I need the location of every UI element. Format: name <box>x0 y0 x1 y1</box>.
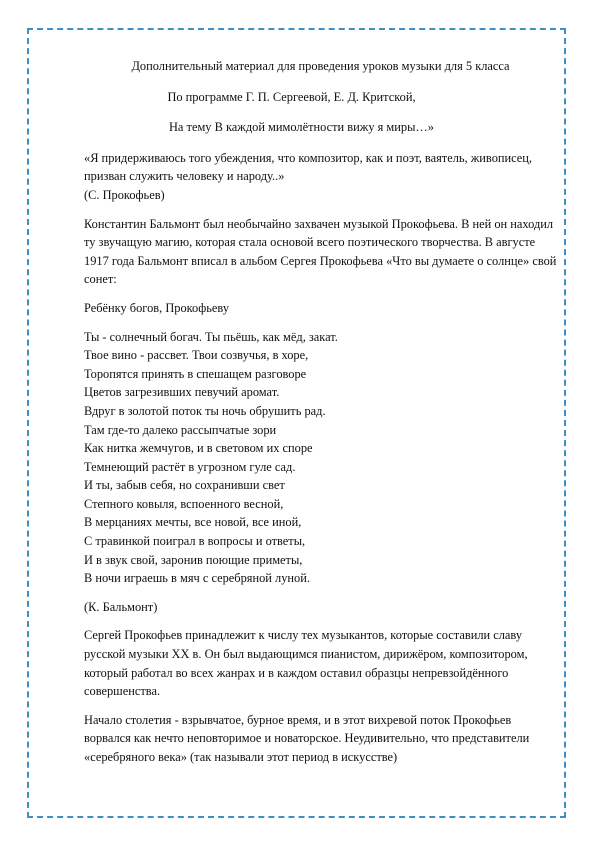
poem-line: Как нитка жемчугов, и в световом их споре <box>84 441 313 456</box>
poem <box>84 328 559 588</box>
paragraph-2: Сергей Прокофьев принадлежит к числу тех музыкантов, которые составили славу русской музыки XX в. Он был выдающимся пианистом, дирижёром, композитором, который работал во всех жанрах и в каждом оставил образцы непревзойдённого совершенства. <box>84 628 528 699</box>
poem-line: Там где-то далеко рассыпчатые зори <box>84 422 277 437</box>
epigraph <box>84 149 559 205</box>
poem-line: Торопятся принять в спешащем разговоре <box>84 366 307 381</box>
poem-line: Ты - солнечный богач. Ты пьёшь, как мёд, закат. <box>84 329 338 344</box>
document-body <box>84 57 559 777</box>
poem-line: В ночи играешь в мяч с серебряной луной. <box>84 571 310 586</box>
poem-line: И ты, забыв себя, но сохранивши свет <box>84 478 285 493</box>
poem-line: С травинкой поиграл в вопросы и ответы, <box>84 534 306 549</box>
header-program: По программе Г. П. Сергеевой, Е. Д. Критской, <box>167 89 416 104</box>
header-title: Дополнительный материал для проведения уроков музыки для 5 класса <box>131 59 510 73</box>
poem-line: Цветов загрезивших певучий аромат. <box>84 385 280 400</box>
poem-line: Вдруг в золотой поток ты ночь обрушить рад. <box>84 403 326 418</box>
header-topic: На тему В каждой мимолётности вижу я миры…» <box>168 120 434 135</box>
poem-line: Темнеющий растёт в угрозном гуле сад. <box>84 459 296 474</box>
poem-line: Степного ковыля, вспоенного весной, <box>84 496 284 511</box>
poem-author: (К. Бальмонт) <box>84 599 158 614</box>
dedication: Ребёнку богов, Прокофьеву <box>84 300 230 315</box>
paragraph-1: Константин Бальмонт был необычайно захвачен музыкой Прокофьева. В ней он находил ту звучащую магию, которая стала основой всего поэтического творчества. В августе 1917 года Бальмонт вписал в альбом Сергея Прокофьева «Что вы думаете о солнце» свой сонет: <box>84 216 557 287</box>
poem-line: В мерцаниях мечты, все новой, все иной, <box>84 515 302 530</box>
poem-line: И в звук свой, заронив поющие приметы, <box>84 552 303 567</box>
paragraph-3: Начало столетия - взрывчатое, бурное время, и в этот вихревой поток Прокофьев ворвался как нечто неповторимое и новаторское. Неудивительно, что представители «серебряного века» (так называли этот период в искусстве) <box>84 712 530 764</box>
epigraph-quote: «Я придерживаюсь того убеждения, что композитор, как и поэт, ваятель, живописец, призван служить человеку и народу..» <box>84 150 533 184</box>
poem-line: Твое вино - рассвет. Твои созвучья, в хоре, <box>84 348 309 363</box>
epigraph-author: (С. Прокофьев) <box>84 187 165 202</box>
